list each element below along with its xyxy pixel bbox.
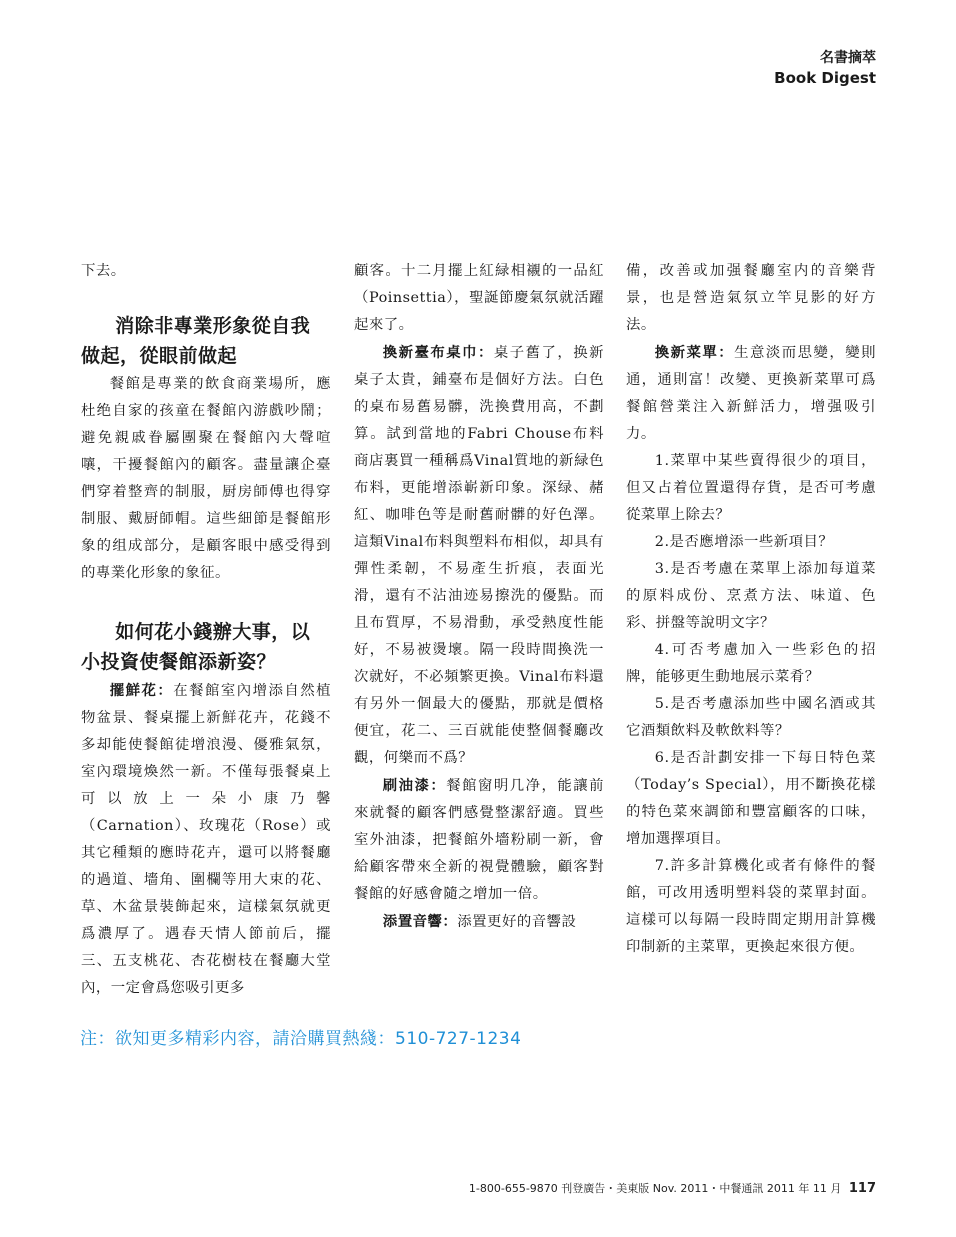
article-column-1	[81, 258, 331, 1002]
list-item: 5.是否考慮添加些中國名酒或其它酒類飲料及軟飲料等？	[626, 696, 876, 739]
paragraph-body: 添置更好的音響設	[457, 914, 577, 930]
lead-term: 換新菜單：	[654, 344, 735, 361]
article-column-3	[626, 258, 876, 961]
heading-line: 做起，從眼前做起	[81, 345, 238, 367]
paragraph-flowers	[81, 677, 331, 1002]
heading-line: 如何花小錢辦大事，以	[115, 621, 311, 643]
lead-term: 擺鮮花：	[109, 682, 174, 699]
paragraph-body: 餐館窗明几净，能讓前來就餐的顧客們感覺整潔舒適。買些室外油漆，把餐館外墻粉刷一新，會給顧客帶來全新的視覺體驗，顧客對餐館的好感會隨之增加一倍。	[354, 778, 604, 902]
page-footer	[469, 1180, 876, 1196]
list-item: 1.菜單中某些賣得很少的項目，但又占着位置還得存貨，是否可考慮從菜單上除去？	[626, 453, 876, 523]
lead-term: 換新臺布桌巾：	[382, 344, 494, 361]
paragraph-continued: 備，改善或加强餐廳室内的音樂背景，也是營造氣氛立竿見影的好方法。	[626, 263, 876, 333]
paragraph-body: 在餐館室內增添自然植物盆景、餐桌擺上新鮮花卉，花錢不多却能使餐館徒增浪漫、優雅氣氛，室內環境煥然一新。不僅每張餐桌上可以放上一朵小康乃馨（Carnation）、玫瑰花（Rose）或其它種類的應時花卉，還可以將餐廳的過道、墻角、圍欄等用大束的花、草、木盆景裝飾起來，這樣氣氛就更爲濃厚了。遇春天情人節前后，擺三、五支桃花、杏花樹枝在餐廳大堂內，一定會爲您吸引更多	[81, 683, 331, 996]
heading-line: 消除非專業形象從自我	[115, 315, 311, 337]
lead-term: 添置音響：	[382, 913, 458, 930]
list-item: 3.是否考慮在菜單上添加每道菜的原料成份、烹煮方法、味道、色彩、拼盤等說明文字？	[626, 561, 876, 631]
paragraph-menu	[626, 339, 876, 448]
section-title-zh: 名書摘萃	[820, 50, 876, 66]
list-item: 7.許多計算機化或者有條件的餐館，可改用透明塑料袋的菜單封面。這樣可以每隔一段時間定期用計算機印制新的主菜單，更換起來很方便。	[626, 858, 876, 955]
lead-term: 刷油漆：	[382, 777, 447, 794]
list-item: 6.是否計劃安排一下每日特色菜（Today’s Special），用不斷換花樣的特色菜來調節和豐富顧客的口味，增加選擇項目。	[626, 750, 876, 847]
paragraph-continued: 顧客。十二月擺上紅緑相襯的一品紅（Poinsettia），聖誕節慶氣氛就活躍起來了。	[354, 263, 604, 333]
list-item: 2.是否應增添一些新項目？	[654, 534, 834, 550]
paragraph-tablecloth	[354, 339, 604, 772]
hotline-note: 注：欲知更多精彩内容，請洽購買熱綫：510-727-1234	[80, 1029, 522, 1049]
paragraph-body: 桌子舊了，换新桌子太貴，鋪臺布是個好方法。白色的桌布易舊易髒，洗換費用高，不劃算。試到當地的Fabri Chouse布料商店裏買一種稱爲Vinal質地的新緑色布料，更能增添嶄新印象。深绿、赭紅、咖啡色等是耐舊耐髒的好色澤。這類Vinal布料與塑料布相似，却具有彈性柔韌，不易產生折痕，表面光滑，還有不沾油迹易擦洗的優點。而且布質厚，不易滑動，承受熱度性能好，不易被燙壞。隔一段時間換洗一次就好，不必頻繁更換。Vinal布料還有另外一個最大的優點，那就是價格便宜，花二、三百就能使整個餐廳改觀，何樂而不爲？	[354, 345, 604, 766]
article-column-2	[354, 258, 604, 936]
heading-line: 小投資使餐館添新姿？	[81, 651, 277, 673]
page-number: 117	[848, 1181, 876, 1196]
list-item: 4.可否考慮加入一些彩色的招牌，能够更生動地展示菜肴？	[626, 642, 876, 685]
heading-professional-image	[81, 311, 331, 371]
section-title-en: Book Digest	[774, 69, 876, 87]
section-header	[774, 48, 876, 88]
paragraph-audio	[354, 908, 604, 936]
paragraph-paint	[354, 772, 604, 908]
paragraph-body: 生意淡而思變，變則通，通則富！改變、更換新菜單可爲餐館營業注入新鮮活力，增强吸引力。	[626, 345, 876, 442]
paragraph: 餐館是專業的飲食商業場所，應杜绝自家的孩童在餐館內游戲吵鬧；避免親戚眷屬團聚在餐館內大聲喧嚷，干擾餐館內的顧客。盡量讓企臺們穿着整齊的制服，厨房師傅也得穿制服、戴厨師帽。這些細節是餐館形象的组成部分，是顧客眼中感受得到的專業化形象的象征。	[81, 376, 331, 581]
paragraph-continued: 下去。	[81, 263, 126, 279]
heading-small-investment	[81, 617, 331, 677]
footer-info: 1-800-655-9870 刊登廣告・美東版 Nov. 2011・中餐通訊 2011 年 11 月	[468, 1182, 842, 1195]
